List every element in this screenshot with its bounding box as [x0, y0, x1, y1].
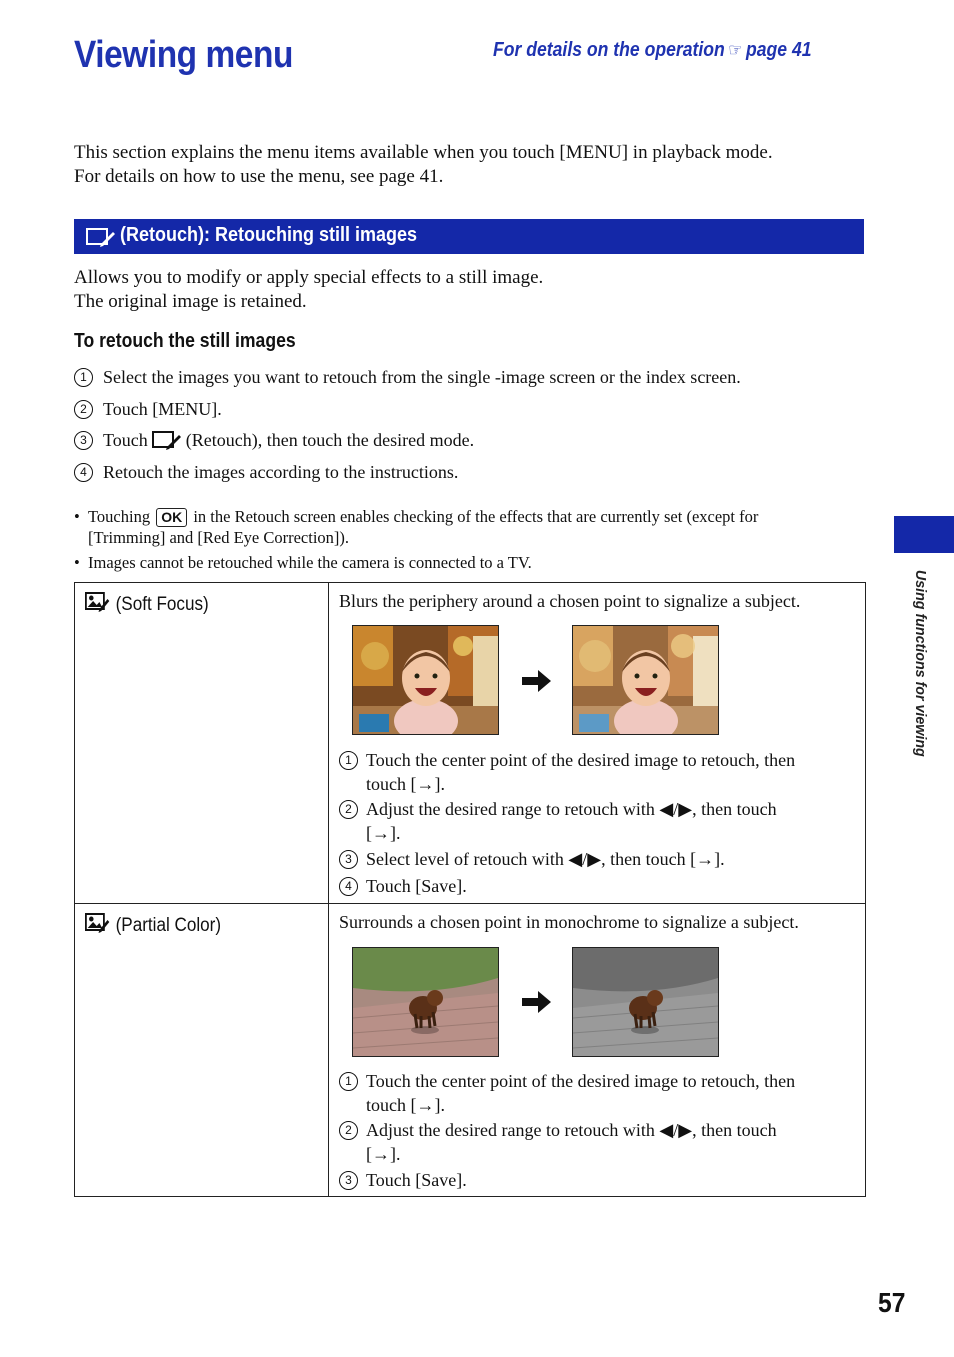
note-item	[74, 552, 854, 574]
allows-line-2: The original image is retained.	[74, 291, 307, 312]
intro-line-2: For details on how to use the menu, see page 41.	[74, 166, 444, 187]
step-text: Retouch the images according to the instructions.	[103, 462, 459, 482]
step-number: 2	[339, 800, 358, 819]
step-number: 1	[339, 751, 358, 770]
before-image	[352, 947, 499, 1057]
section-title: (Retouch): Retouching still images	[120, 224, 418, 246]
step-number: 1	[339, 1072, 358, 1091]
ok-button-icon: OK	[156, 508, 187, 527]
operation-ref-page: page 41	[746, 39, 812, 61]
note-text: in the Retouch screen enables checking of the effects that are currently set (except for	[193, 507, 759, 526]
step-pre-text: Touch	[103, 430, 148, 450]
side-tab-label: Using functions for viewing	[912, 569, 929, 757]
partial-color-icon	[85, 912, 110, 934]
section-header-bar	[74, 219, 864, 254]
step-text: (Retouch), then touch the desired mode.	[185, 430, 475, 450]
retouch-icon	[152, 430, 182, 450]
mode-step	[339, 1168, 467, 1192]
procedure-heading: To retouch the still images	[74, 330, 296, 352]
step-number: 2	[74, 400, 93, 419]
allows-line-1: Allows you to modify or apply special effects to a still image.	[74, 267, 544, 288]
after-image	[572, 947, 719, 1057]
mode-description: Surrounds a chosen point in monochrome to signalize a subject.	[339, 912, 799, 932]
note-text: [Trimming] and [Red Eye Correction]).	[88, 528, 350, 547]
table-row	[75, 583, 866, 904]
mode-description: Blurs the periphery around a chosen point to signalize a subject.	[339, 591, 801, 611]
step-number: 2	[339, 1121, 358, 1140]
procedure-step	[74, 462, 458, 483]
page-title: Viewing menu	[74, 34, 293, 76]
step-text: Touch [Save].	[366, 1170, 467, 1190]
after-image	[572, 625, 719, 735]
soft-focus-icon	[85, 591, 110, 613]
step-text: Touch [MENU].	[103, 399, 222, 419]
step-text: Touch [Save].	[366, 876, 467, 896]
arrow-right-icon	[522, 669, 552, 693]
step-number: 3	[339, 1171, 358, 1190]
step-number: 3	[339, 850, 358, 869]
step-text: Adjust the desired range to retouch with ◀/▶, then touch	[366, 799, 777, 819]
note-item	[74, 506, 854, 550]
pointing-hand-icon: ☞	[728, 40, 743, 60]
bullet: •	[74, 507, 80, 526]
intro-paragraph	[74, 141, 874, 189]
mode-step	[339, 748, 795, 796]
step-number: 4	[339, 877, 358, 896]
table-row	[75, 904, 866, 1197]
bullet: •	[74, 553, 80, 572]
mode-description-cell	[329, 904, 866, 1197]
step-text-continued: [→].	[366, 1144, 401, 1164]
mode-step	[339, 797, 777, 845]
retouch-icon	[86, 227, 116, 247]
retouch-modes-table	[74, 582, 866, 1197]
arrow-right-icon	[522, 990, 552, 1014]
mode-name-cell	[75, 904, 329, 1197]
section-description	[74, 266, 543, 314]
step-text-continued: touch [→].	[366, 1095, 445, 1115]
page-number: 57	[878, 1287, 906, 1318]
step-text: Select level of retouch with ◀/▶, then touch [→].	[366, 849, 725, 869]
note-text: Touching	[88, 507, 151, 526]
procedure-step	[74, 367, 741, 388]
mode-name: (Partial Color)	[115, 915, 222, 936]
step-text: Select the images you want to retouch from the single -image screen or the index screen.	[103, 367, 741, 387]
mode-name: (Soft Focus)	[115, 594, 209, 615]
mode-step	[339, 874, 467, 898]
operation-reference	[493, 39, 812, 62]
step-number: 4	[74, 463, 93, 482]
mode-name-cell	[75, 583, 329, 904]
step-text: Touch the center point of the desired image to retouch, then	[366, 1071, 796, 1091]
step-number: 1	[74, 368, 93, 387]
before-image	[352, 625, 499, 735]
mode-step	[339, 1069, 795, 1117]
step-text-continued: touch [→].	[366, 774, 445, 794]
mode-description-cell	[329, 583, 866, 904]
operation-ref-text: For details on the operation	[493, 39, 725, 61]
intro-line-1: This section explains the menu items available when you touch [MENU] in playback mode.	[74, 142, 773, 163]
side-tab-marker	[894, 516, 954, 553]
step-text-continued: [→].	[366, 823, 401, 843]
mode-step	[339, 847, 725, 871]
step-number: 3	[74, 431, 93, 450]
step-text: Touch the center point of the desired image to retouch, then	[366, 750, 796, 770]
procedure-step	[74, 430, 474, 451]
procedure-step	[74, 399, 222, 420]
step-text: Adjust the desired range to retouch with ◀/▶, then touch	[366, 1120, 777, 1140]
mode-step	[339, 1118, 777, 1166]
note-text: Images cannot be retouched while the camera is connected to a TV.	[88, 553, 532, 572]
